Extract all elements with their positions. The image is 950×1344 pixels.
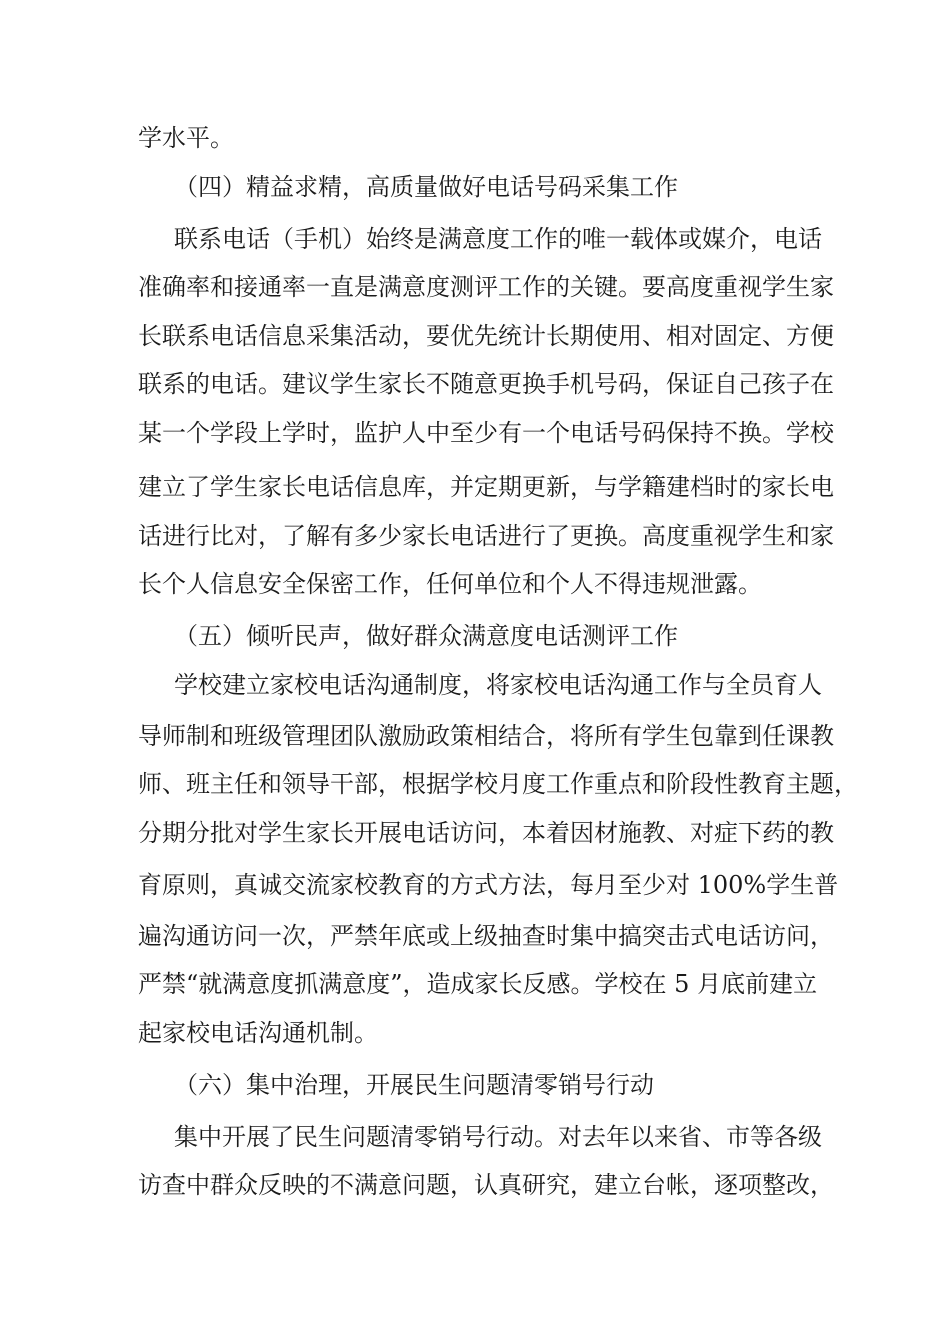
text-line: 联系的电话。建议学生家长不随意更换手机号码，保证自己孩子在 (138, 370, 834, 398)
text-line: 分期分批对学生家长开展电话访问，本着因材施教、对症下药的教 (138, 819, 834, 847)
text-line: 起家校电话沟通机制。 (138, 1019, 378, 1047)
text-line: 访查中群众反映的不满意问题，认真研究，建立台帐，逐项整改， (138, 1171, 834, 1199)
text-line: 学校建立家校电话沟通制度，将家校电话沟通工作与全员育人 (174, 671, 822, 699)
text-line: 话进行比对，了解有多少家长电话进行了更换。高度重视学生和家 (138, 522, 834, 550)
section-heading-4: （四）精益求精，高质量做好电话号码采集工作 (174, 173, 678, 201)
text-line: 师、班主任和领导干部，根据学校月度工作重点和阶段性教育主题， (138, 770, 858, 798)
text-line: 育原则，真诚交流家校教育的方式方法，每月至少对 100%学生普 (138, 871, 839, 899)
text-line: 建立了学生家长电话信息库，并定期更新，与学籍建档时的家长电 (138, 473, 834, 501)
text-line: 某一个学段上学时，监护人中至少有一个电话号码保持不换。学校 (138, 419, 834, 447)
text-line: 长联系电话信息采集活动，要优先统计长期使用、相对固定、方便 (138, 322, 834, 350)
section-heading-5: （五）倾听民声，做好群众满意度电话测评工作 (174, 622, 678, 650)
text-line: 严禁“就满意度抓满意度”，造成家长反感。学校在 5 月底前建立 (138, 970, 818, 998)
text-line: 联系电话（手机）始终是满意度工作的唯一载体或媒介，电话 (174, 225, 822, 253)
text-line: 集中开展了民生问题清零销号行动。对去年以来省、市等各级 (174, 1123, 822, 1151)
text-line: 长个人信息安全保密工作，任何单位和个人不得违规泄露。 (138, 570, 762, 598)
text-line: 学水平。 (138, 124, 234, 152)
section-heading-6: （六）集中治理，开展民生问题清零销号行动 (174, 1071, 654, 1099)
text-line: 准确率和接通率一直是满意度测评工作的关键。要高度重视学生家 (138, 273, 834, 301)
text-line: 遍沟通访问一次，严禁年底或上级抽查时集中搞突击式电话访问， (138, 922, 834, 950)
text-line: 导师制和班级管理团队激励政策相结合，将所有学生包靠到任课教 (138, 722, 834, 750)
